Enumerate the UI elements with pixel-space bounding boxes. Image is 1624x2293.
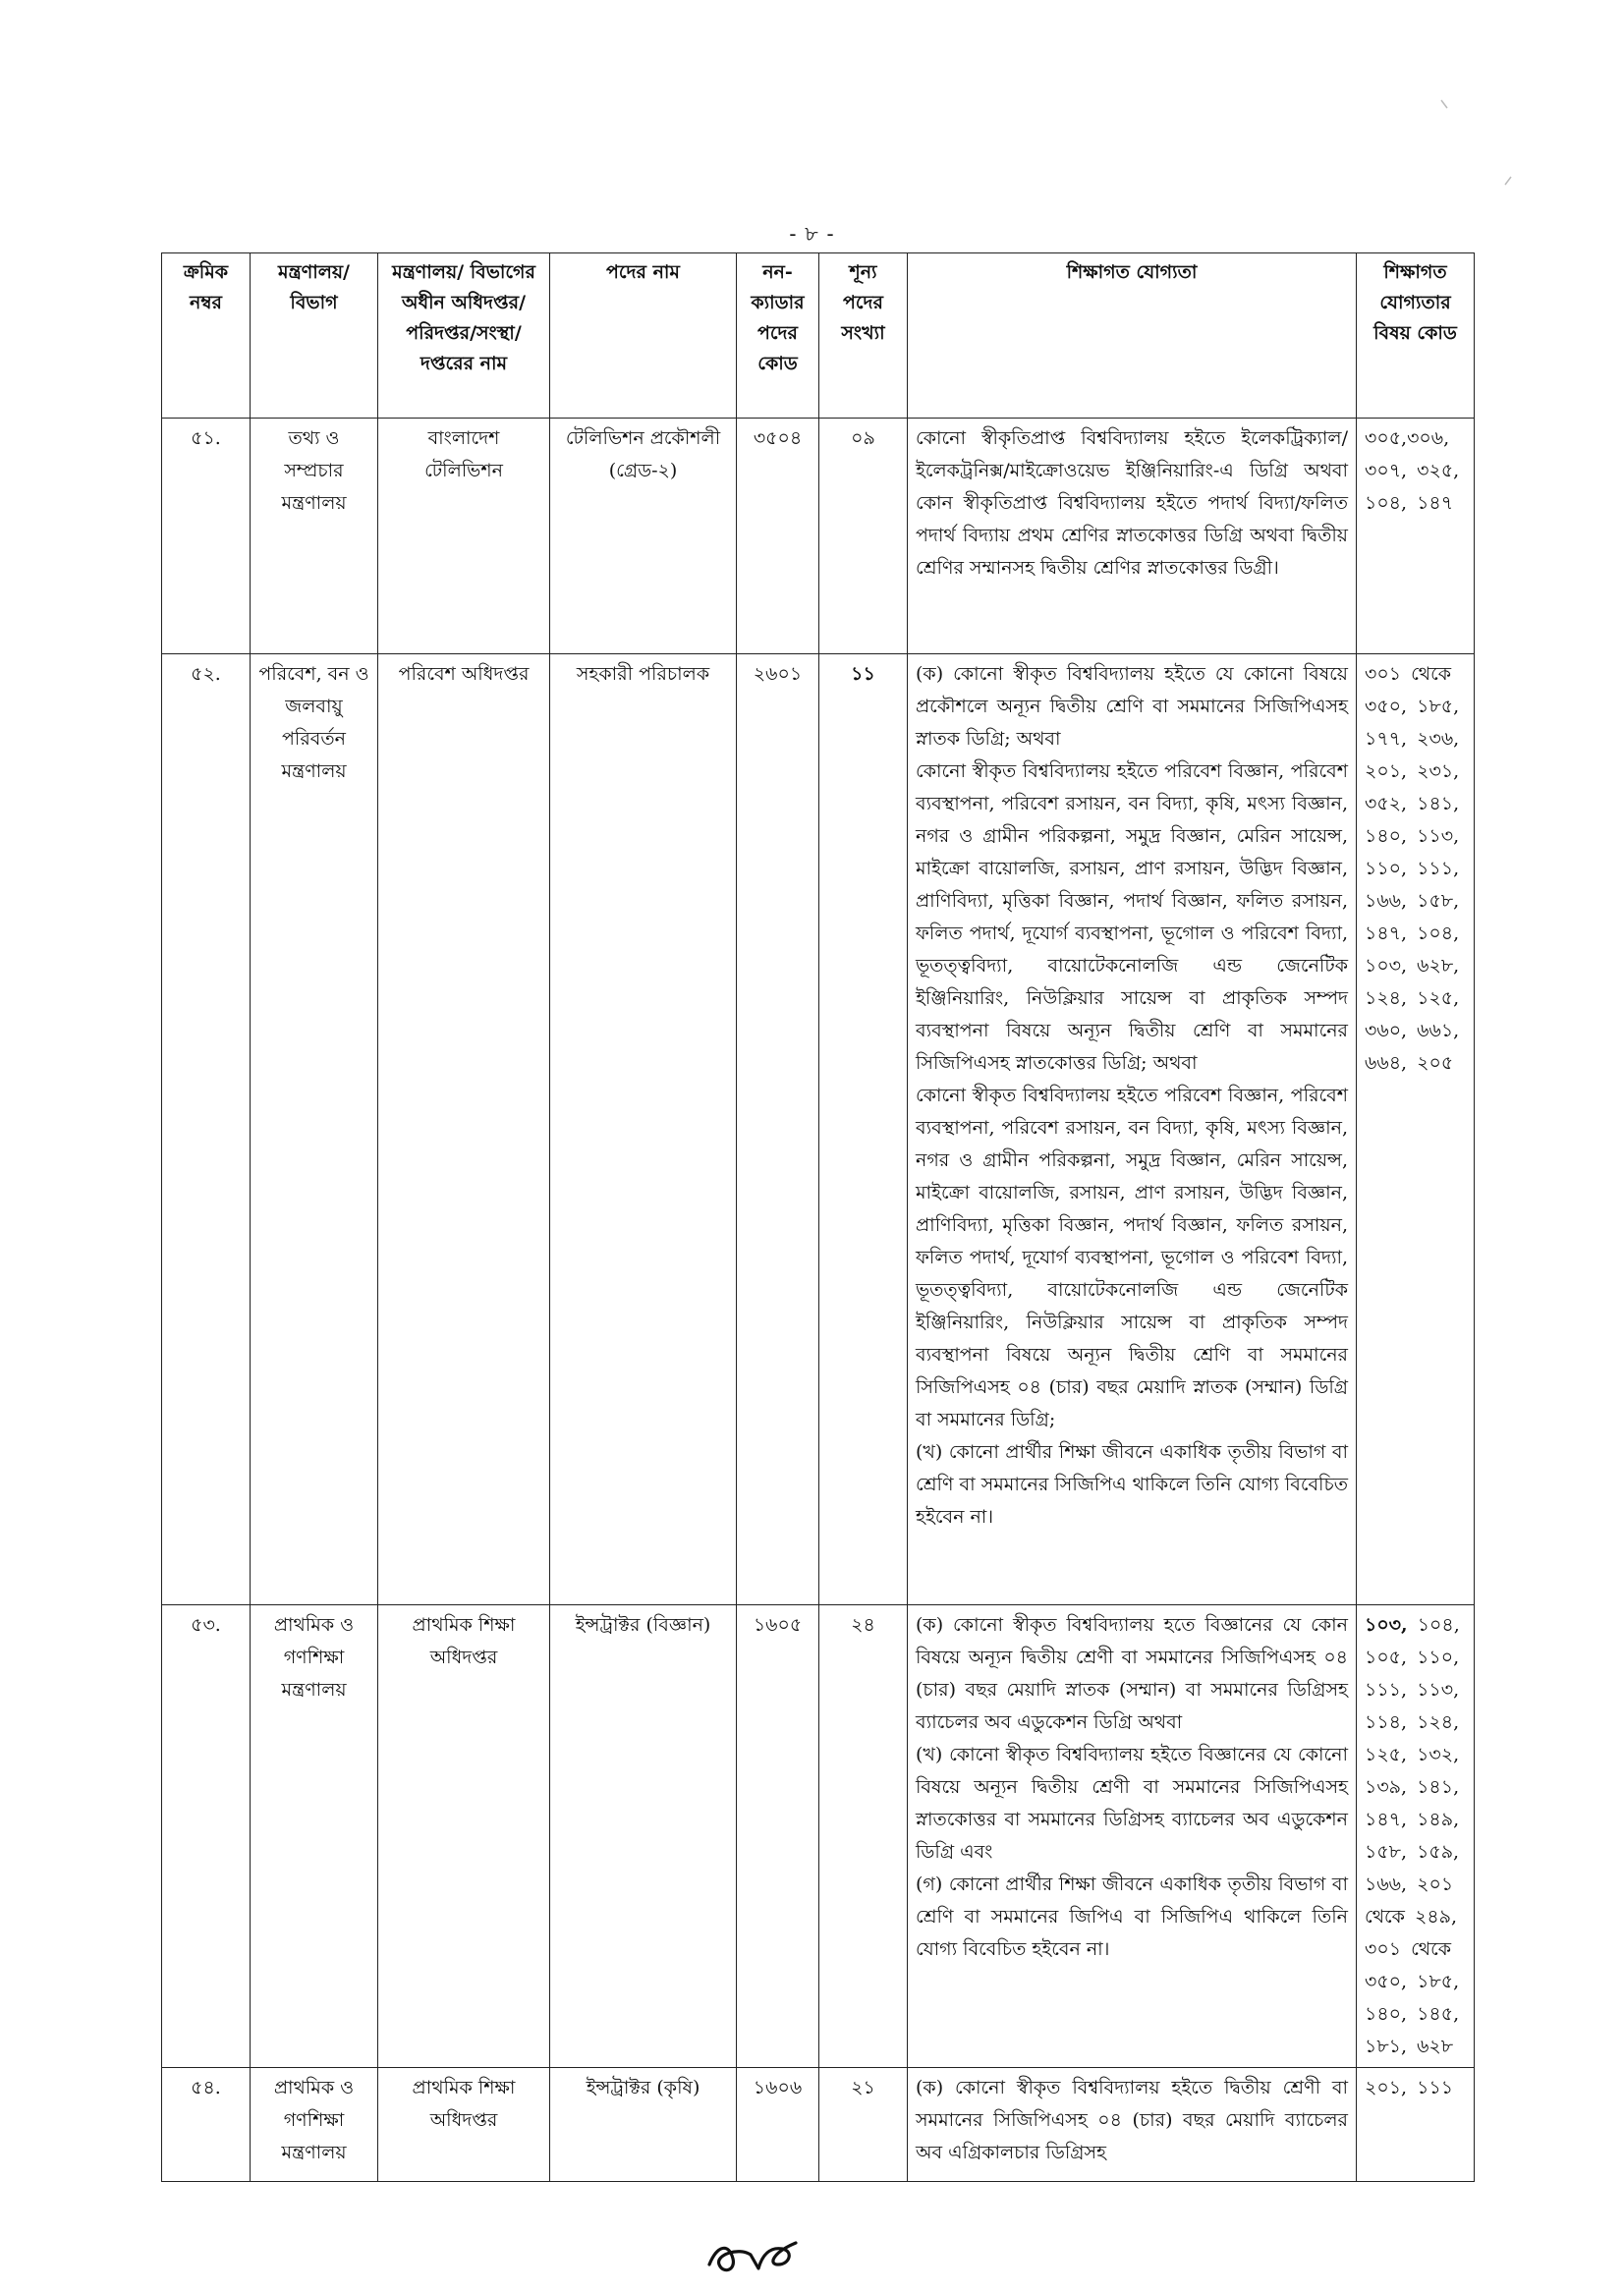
header-ministry: মন্ত্রণালয়/ বিভাগ (251, 253, 378, 419)
qualification-cell (908, 419, 1357, 654)
serial-cell: ৫৪. (162, 2068, 251, 2182)
header-dept: মন্ত্রণালয়/ বিভাগের অধীন অধিদপ্তর/ পরিদপ্তর/সংস্থা/ দপ্তরের নাম (378, 253, 550, 419)
code-cell: ২৬০১ (737, 654, 819, 1605)
vacancy-cell: ২৪ (819, 1605, 908, 2068)
dept-cell: পরিবেশ অধিদপ্তর (378, 654, 550, 1605)
dept-cell: বাংলাদেশ টেলিভিশন (378, 419, 550, 654)
qualification-cell (908, 1605, 1357, 2068)
header-vacancy: শূন্য পদের সংখ্যা (819, 253, 908, 419)
serial-cell: ৫৩. (162, 1605, 251, 2068)
qualification-text: (গ) কোনো প্রার্থীর শিক্ষা জীবনে একাধিক তৃতীয় বিভাগ বা শ্রেণি বা সমমানের জিপিএ বা সিজিপিএ থাকিলে তিনি যোগ্য বিবেচিত হইবেন না। (916, 1874, 1348, 1960)
vacancy-table (161, 252, 1475, 2182)
qualification-text: (ক) কোনো স্বীকৃত বিশ্ববিদ্যালয় হতে বিজ্ঞানের যে কোন বিষয়ে অন্যূন দ্বিতীয় শ্রেণী বা সমমানের সিজিপিএসহ ০৪ (চার) বছর মেয়াদি স্নাতক (সম্মান) বা সমমানের ডিগ্রিসহ ব্যাচেলর অব এডুকেশন ডিগ্রি অথবা (916, 1614, 1348, 1733)
post-cell: টেলিভিশন প্রকৌশলী (গ্রেড-২) (550, 419, 737, 654)
subject-code-cell: ৩০৫,৩০৬, ৩০৭, ৩২৫, ১০৪, ১৪৭ (1357, 419, 1475, 654)
subject-code-cell (1357, 1605, 1475, 2068)
vacancy-cell: ২১ (819, 2068, 908, 2182)
vacancy-cell: ১১ (819, 654, 908, 1605)
ministry-cell: প্রাথমিক ও গণশিক্ষা মন্ত্রণালয় (251, 1605, 378, 2068)
post-cell: ইন্সট্রাক্টর (বিজ্ঞান) (550, 1605, 737, 2068)
code-cell: ১৬০৫ (737, 1605, 819, 2068)
header-serial: ক্রমিক নম্বর (162, 253, 251, 419)
code-cell: ৩৫০৪ (737, 419, 819, 654)
table-header-row (162, 253, 1475, 419)
header-subject-code: শিক্ষাগত যোগ্যতার বিষয় কোড (1357, 253, 1475, 419)
dept-cell: প্রাথমিক শিক্ষা অধিদপ্তর (378, 1605, 550, 2068)
qualification-text: কোনো স্বীকৃত বিশ্ববিদ্যালয় হইতে পরিবেশ বিজ্ঞান, পরিবেশ ব্যবস্থাপনা, পরিবেশ রসায়ন, বন বিদ্যা, কৃষি, মৎস্য বিজ্ঞান, নগর ও গ্রামীন পরিকল্পনা, সমুদ্র বিজ্ঞান, মেরিন সায়েন্স, মাইক্রো বায়োলজি, রসায়ন, প্রাণ রসায়ন, উদ্ভিদ বিজ্ঞান, প্রাণিবিদ্যা, মৃত্তিকা বিজ্ঞান, পদার্থ বিজ্ঞান, ফলিত রসায়ন, ফলিত পদার্থ, দূযোর্গ ব্যবস্থাপনা, ভূগোল ও পরিবেশ বিদ্যা, ভূতত্ত্ববিদ্যা, বায়োটেকনোলজি এন্ড জেনেটিক ইঞ্জিনিয়ারিং, নিউক্লিয়ার সায়েন্স বা প্রাকৃতিক সম্পদ ব্যবস্থাপনা বিষয়ে অন্যূন দ্বিতীয় শ্রেণি বা সমমানের সিজিপিএসহ স্নাতকোত্তর ডিগ্রি; অথবা (916, 760, 1348, 1074)
ministry-cell: প্রাথমিক ও গণশিক্ষা মন্ত্রণালয় (251, 2068, 378, 2182)
qualification-text: কোনো স্বীকৃতিপ্রাপ্ত বিশ্ববিদ্যালয় হইতে ইলেকট্রিক্যাল/ইলেকট্রনিক্স/মাইক্রোওয়েভ ইঞ্জিনিয়ারিং-এ ডিগ্রি অথবা কোন স্বীকৃতিপ্রাপ্ত বিশ্ববিদ্যালয় হইতে পদার্থ বিদ্যা/ফলিত পদার্থ বিদ্যায় প্রথম শ্রেণির স্নাতকোত্তর ডিগ্রি অথবা দ্বিতীয় শ্রেণির সম্মানসহ দ্বিতীয় শ্রেণির স্নাতকোত্তর ডিগ্রী। (916, 427, 1348, 579)
qualification-cell (908, 654, 1357, 1605)
qualification-cell (908, 2068, 1357, 2182)
header-post: পদের নাম (550, 253, 737, 419)
ministry-cell: পরিবেশ, বন ও জলবায়ু পরিবর্তন মন্ত্রণালয় (251, 654, 378, 1605)
header-code: নন- ক্যাডার পদের কোড (737, 253, 819, 419)
subject-code-rest: ১০৪, ১০৫, ১১০, ১১১, ১১৩, ১১৪, ১২৪, ১২৫, ১৩২, ১৩৯, ১৪১, ১৪৭, ১৪৯, ১৫৮, ১৫৯, ১৬৬, ২০১ থেকে ২৪৯, ৩০১ থেকে ৩৫০, ১৮৫, ১৪০, ১৪৫, ১৮১, ৬২৮ (1365, 1614, 1460, 2057)
post-cell: সহকারী পরিচালক (550, 654, 737, 1605)
ministry-cell: তথ্য ও সম্প্রচার মন্ত্রণালয় (251, 419, 378, 654)
subject-code-cell: ২০১, ১১১ (1357, 2068, 1475, 2182)
qualification-text: কোনো স্বীকৃত বিশ্ববিদ্যালয় হইতে পরিবেশ বিজ্ঞান, পরিবেশ ব্যবস্থাপনা, পরিবেশ রসায়ন, বন বিদ্যা, কৃষি, মৎস্য বিজ্ঞান, নগর ও গ্রামীন পরিকল্পনা, সমুদ্র বিজ্ঞান, মেরিন সায়েন্স, মাইক্রো বায়োলজি, রসায়ন, প্রাণ রসায়ন, উদ্ভিদ বিজ্ঞান, প্রাণিবিদ্যা, মৃত্তিকা বিজ্ঞান, পদার্থ বিজ্ঞান, ফলিত রসায়ন, ফলিত পদার্থ, দূযোর্গ ব্যবস্থাপনা, ভূগোল ও পরিবেশ বিদ্যা, ভূতত্ত্ববিদ্যা, বায়োটেকনোলজি এন্ড জেনেটিক ইঞ্জিনিয়ারিং, নিউক্লিয়ার সায়েন্স বা প্রাকৃতিক সম্পদ ব্যবস্থাপনা বিষয়ে অন্যূন দ্বিতীয় শ্রেণি বা সমমানের সিজিপিএসহ ০৪ (চার) বছর মেয়াদি স্নাতক (সম্মান) ডিগ্রি বা সমমানের ডিগ্রি; (916, 1085, 1348, 1430)
header-qualification: শিক্ষাগত যোগ্যতা (908, 253, 1357, 419)
dept-cell: প্রাথমিক শিক্ষা অধিদপ্তর (378, 2068, 550, 2182)
post-cell: ইন্সট্রাক্টর (কৃষি) (550, 2068, 737, 2182)
page-number: - ৮ - (789, 222, 835, 246)
qualification-text: (খ) কোনো প্রার্থীর শিক্ষা জীবনে একাধিক তৃতীয় বিভাগ বা শ্রেণি বা সমমানের সিজিপিএ থাকিলে তিনি যোগ্য বিবেচিত হইবেন না। (916, 1441, 1348, 1528)
signature-icon (700, 2225, 808, 2284)
qualification-text: (খ) কোনো স্বীকৃত বিশ্ববিদ্যালয় হইতে বিজ্ঞানের যে কোনো বিষয়ে অন্যূন দ্বিতীয় শ্রেণী বা সমমানের সিজিপিএসহ স্নাতকোত্তর বা সমমানের ডিগ্রিসহ ব্যাচেলর অব এডুকেশন ডিগ্রি এবং (916, 1744, 1348, 1863)
table-row (162, 419, 1475, 654)
table-row (162, 654, 1475, 1605)
scan-mark-icon (1439, 98, 1451, 112)
table-row (162, 1605, 1475, 2068)
qualification-text: (ক) কোনো স্বীকৃত বিশ্ববিদ্যালয় হইতে যে কোনো বিষয়ে প্রকৌশলে অন্যূন দ্বিতীয় শ্রেণি বা সমমানের সিজিপিএসহ স্নাতক ডিগ্রি; অথবা (916, 663, 1348, 750)
vacancy-cell: ০৯ (819, 419, 908, 654)
qualification-text: (ক) কোনো স্বীকৃত বিশ্ববিদ্যালয় হইতে দ্বিতীয় শ্রেণী বা সমমানের সিজিপিএসহ ০৪ (চার) বছর মেয়াদি ব্যাচেলর অব এগ্রিকালচার ডিগ্রিসহ (916, 2077, 1348, 2163)
table-row (162, 2068, 1475, 2182)
subject-code-bold: ১০৩, (1365, 1614, 1408, 1636)
code-cell: ১৬০৬ (737, 2068, 819, 2182)
serial-cell: ৫১. (162, 419, 251, 654)
scan-mark-icon (1503, 175, 1515, 189)
subject-code-cell: ৩০১ থেকে ৩৫০, ১৮৫, ১৭৭, ২৩৬, ২০১, ২৩১, ৩৫২, ১৪১, ১৪০, ১১৩, ১১০, ১১১, ১৬৬, ১৫৮, ১৪৭, ১০৪, ১০৩, ৬২৮, ১২৪, ১২৫, ৩৬০, ৬৬১, ৬৬৪, ২০৫ (1357, 654, 1475, 1605)
serial-cell: ৫২. (162, 654, 251, 1605)
